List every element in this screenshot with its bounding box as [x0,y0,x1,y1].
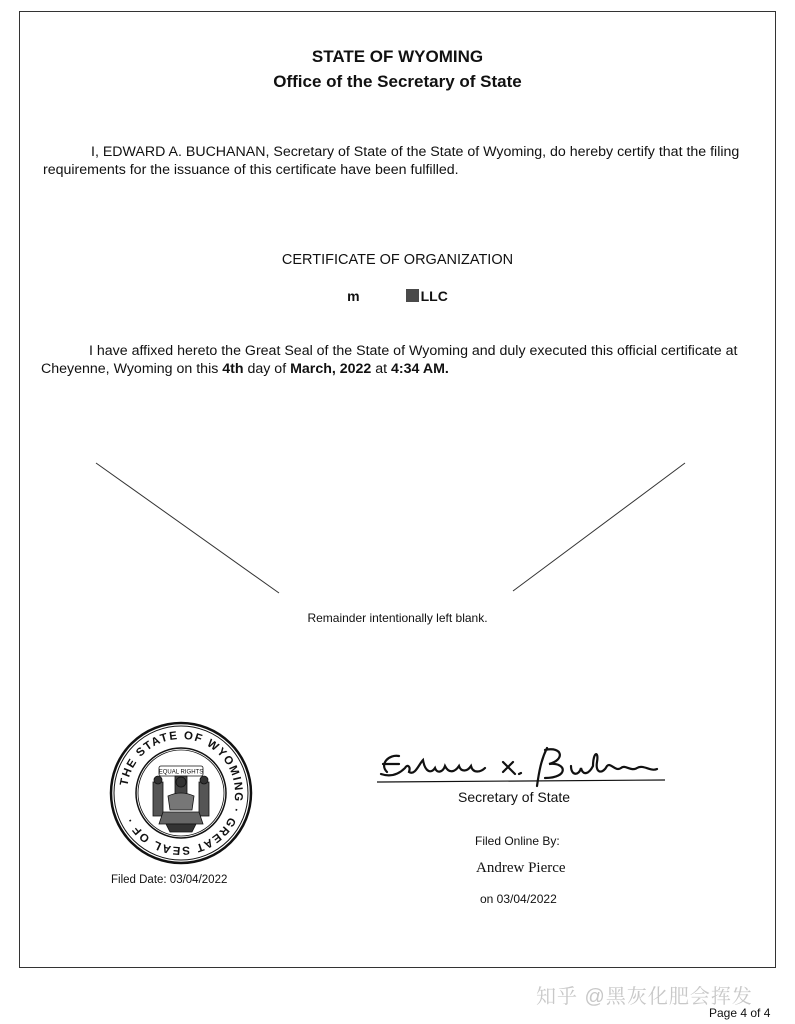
certify-text: I, EDWARD A. BUCHANAN, Secretary of State of the State of Wyoming, do hereby certify that the filing requirements for the issuance of this certificate have been fulfilled. [43,144,740,178]
great-seal-icon [108,720,254,866]
certificate-title: CERTIFICATE OF ORGANIZATION [281,252,514,268]
filed-online-label: Filed Online By: [475,834,560,848]
filed-date: Filed Date: 03/04/2022 [111,874,228,886]
remainder-note: Remainder intentionally left blank. [307,611,488,625]
affix-text-3: at [371,361,392,377]
office-title: Office of the Secretary of State [273,72,522,91]
affix-time: 4:34 AM. [391,361,449,377]
state-title: STATE OF WYOMING [311,47,484,66]
company-name-prefix: m [347,288,360,304]
filer-name: Andrew Pierce [476,860,566,876]
page-number: Page 4 of 4 [709,1006,771,1020]
zhihu-watermark: 知乎 @黑灰化肥会挥发 [536,986,753,1008]
affix-month-year: March, 2022 [290,361,372,377]
filed-on-date: on 03/04/2022 [480,892,557,906]
signature-image [375,742,675,790]
seal-banner-text: EQUAL RIGHTS [158,769,204,776]
right-diagonal-line [513,463,685,591]
left-diagonal-line [96,463,279,593]
affix-text-2: day of [243,361,291,377]
secretary-title: Secretary of State [458,789,571,805]
affix-day: 4th [222,361,244,377]
affix-text-1: I have affixed hereto the Great Seal of the State of Wyoming and duly executed this official certificate at Cheyenne, Wyoming on this [41,343,738,377]
seal-ring-text: THE STATE OF WYOMING · GREAT SEAL OF · [118,729,245,857]
company-name-suffix: LLC [420,288,448,304]
